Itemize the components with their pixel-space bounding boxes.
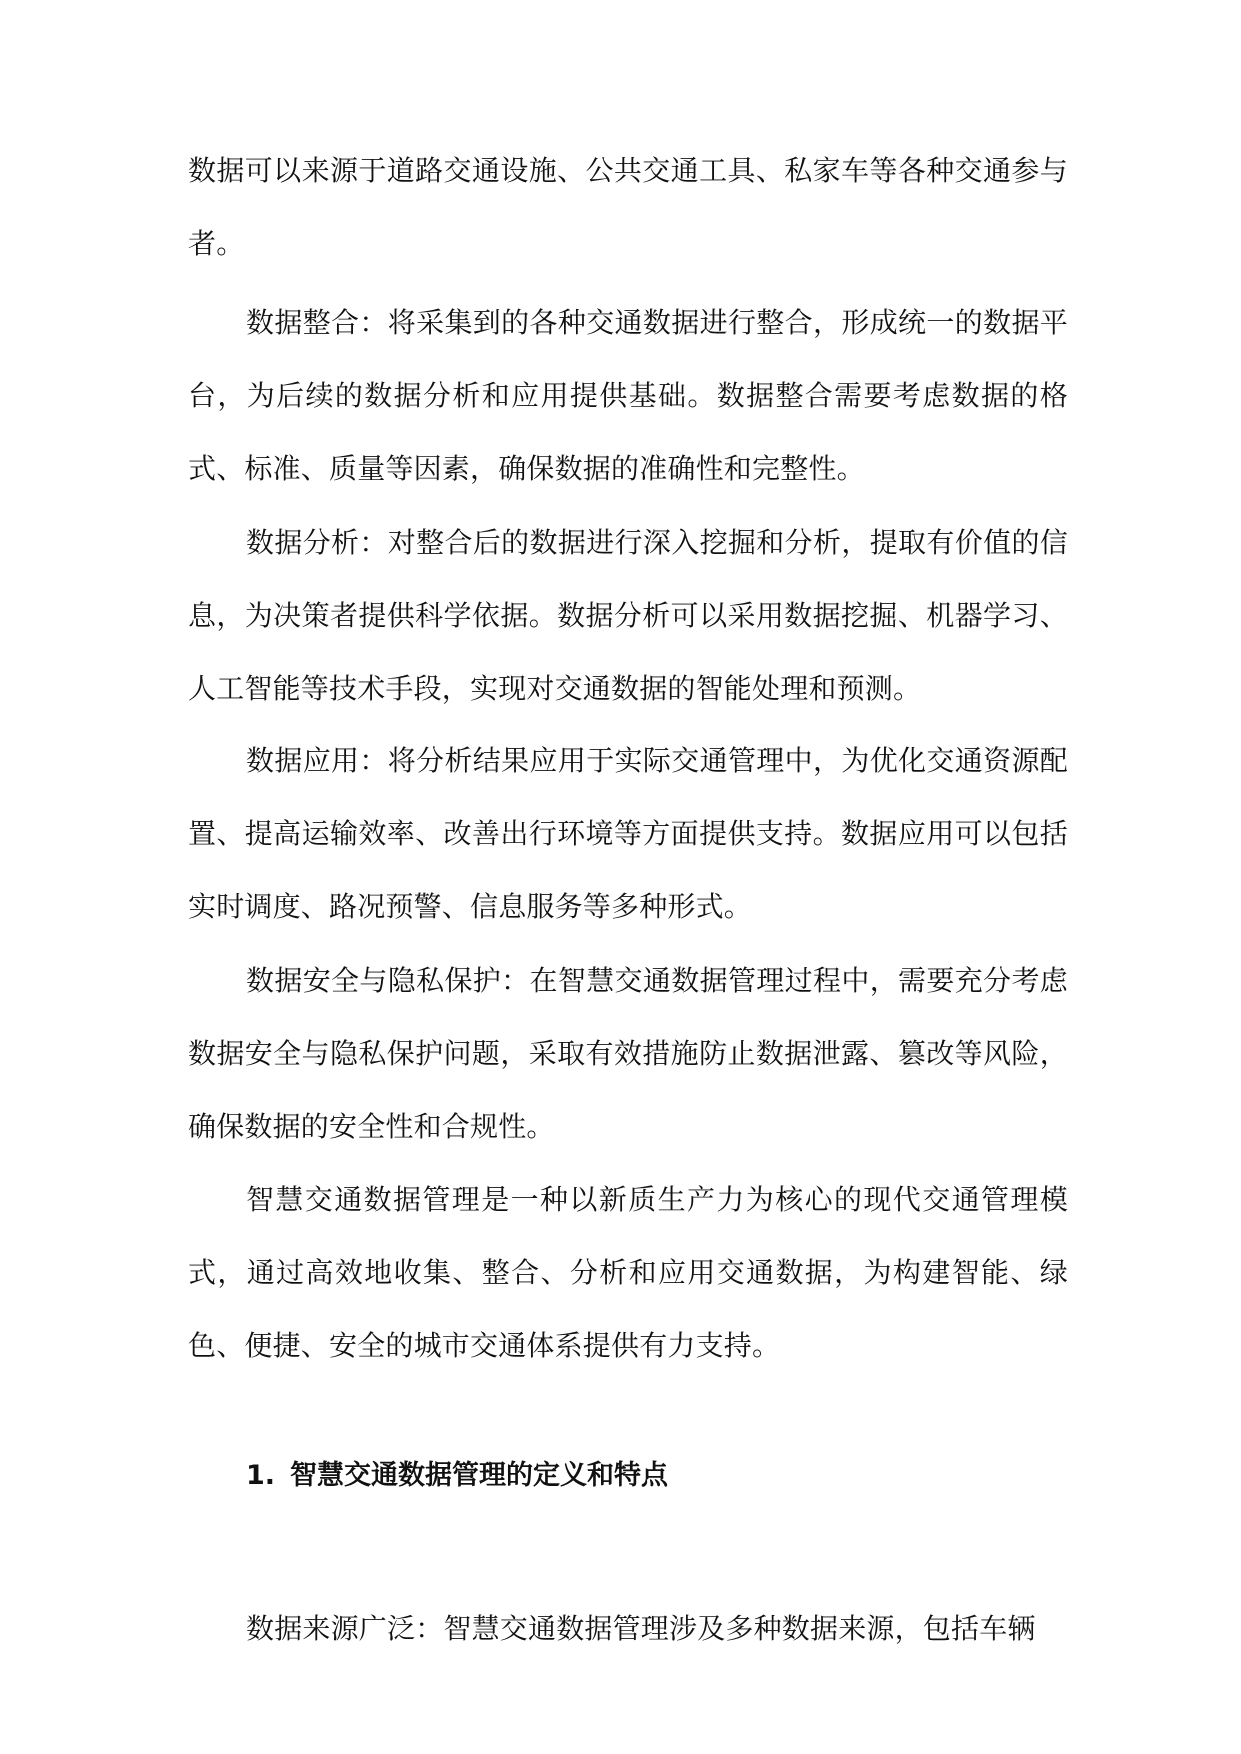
paragraph-data-analysis: 数据分析：对整合后的数据进行深入挖掘和分析，提取有价值的信息，为决策者提供科学依据。数据分析可以采用数据挖掘、机器学习、人工智能等技术手段，实现对交通数据的智能处理和预测。 <box>188 526 1068 705</box>
paragraph-data-source-breadth: 数据来源广泛：智慧交通数据管理涉及多种数据来源，包括车辆 <box>246 1612 1036 1645</box>
section-number: 1. <box>246 1460 276 1491</box>
section-heading <box>246 1456 1066 1496</box>
paragraph-data-security: 数据安全与隐私保护：在智慧交通数据管理过程中，需要充分考虑数据安全与隐私保护问题，采取有效措施防止数据泄露、篡改等风险，确保数据的安全性和合规性。 <box>188 964 1068 1143</box>
paragraph-data-integration: 数据整合：将采集到的各种交通数据进行整合，形成统一的数据平台，为后续的数据分析和应用提供基础。数据整合需要考虑数据的格式、标准、质量等因素，确保数据的准确性和完整性。 <box>188 306 1068 485</box>
paragraph-summary: 智慧交通数据管理是一种以新质生产力为核心的现代交通管理模式，通过高效地收集、整合、分析和应用交通数据，为构建智能、绿色、便捷、安全的城市交通体系提供有力支持。 <box>188 1183 1068 1362</box>
paragraph-data-application: 数据应用：将分析结果应用于实际交通管理中，为优化交通资源配置、提高运输效率、改善出行环境等方面提供支持。数据应用可以包括实时调度、路况预警、信息服务等多种形式。 <box>188 744 1068 923</box>
section-title: 智慧交通数据管理的定义和特点 <box>290 1460 668 1491</box>
paragraph-data-sources-continued: 数据可以来源于道路交通设施、公共交通工具、私家车等各种交通参与者。 <box>188 154 1068 260</box>
